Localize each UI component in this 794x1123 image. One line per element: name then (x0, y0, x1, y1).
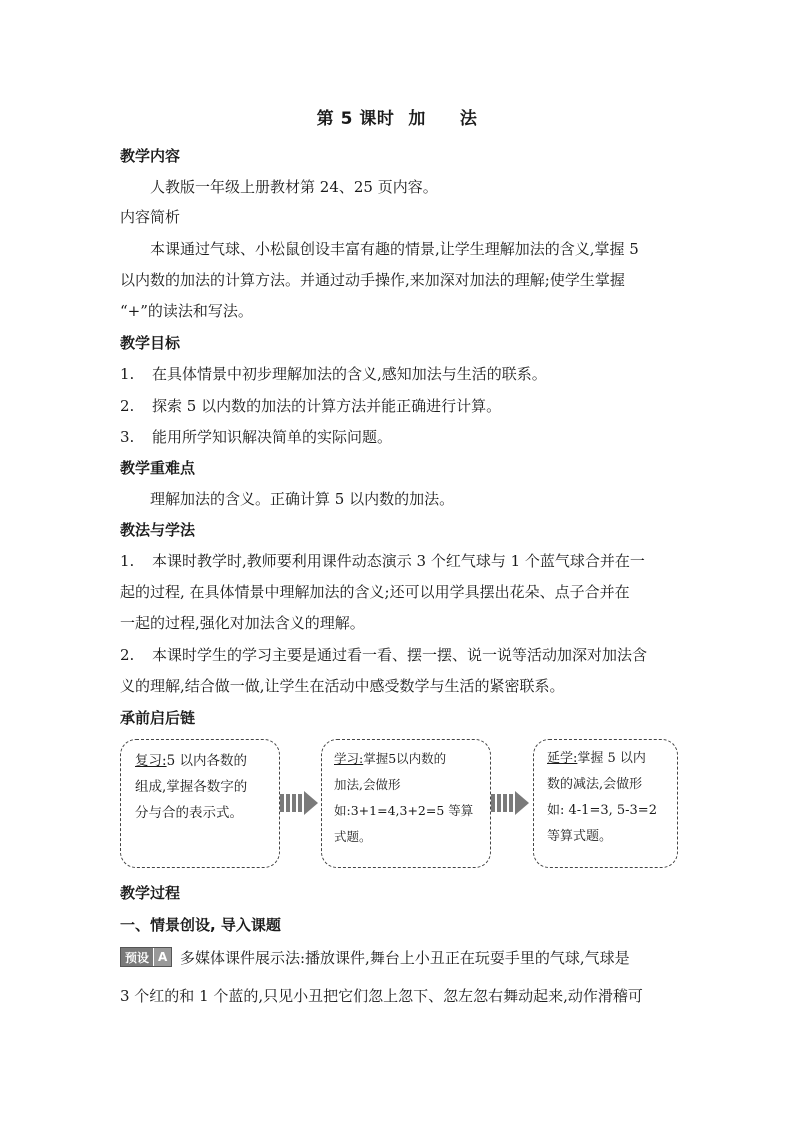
method-1-line-2: 起的过程, 在具体情景中理解加法的含义;还可以用学具摆出花朵、点子合并在 (120, 583, 630, 601)
heading-methods: 教法与学法 (120, 521, 196, 539)
heading-keypoints: 教学重难点 (120, 459, 196, 477)
keypoints-text: 理解加法的含义。正确计算 5 以内数的加法。 (150, 490, 455, 508)
title-char-1: 加 (408, 109, 426, 129)
review-label: 复习: (135, 753, 167, 769)
learn-line-1: 学习:掌握5以内数的 (334, 751, 447, 766)
process-subheading: 一、情景创设, 导入课题 (120, 916, 281, 934)
goal-3-num: 3. (120, 428, 135, 446)
heading-goals: 教学目标 (120, 334, 181, 352)
preset-badge-letter: A (153, 948, 171, 966)
process-line-2: 3 个红的和 1 个蓝的,只见小丑把它们忽上忽下、忽左忽右舞动起来,动作滑稽可 (120, 987, 643, 1005)
title-lesson: 第 5 课时 (316, 109, 395, 129)
analysis-line-1: 本课通过气球、小松鼠创设丰富有趣的情景,让学生理解加法的含义,掌握 5 (150, 240, 639, 258)
learn-line-4: 式题。 (334, 829, 372, 844)
heading-content: 教学内容 (120, 147, 181, 165)
method-1-line-3: 一起的过程,强化对加法含义的理解。 (120, 614, 365, 632)
flow-arrow-icon (491, 791, 531, 815)
goal-1-num: 1. (120, 365, 135, 383)
extend-label: 延学: (547, 751, 578, 766)
heading-link: 承前启后链 (120, 709, 196, 727)
content-text: 人教版一年级上册教材第 24、25 页内容。 (150, 178, 438, 196)
method-2-line-2: 义的理解,结合做一做,让学生在活动中感受数学与生活的紧密联系。 (120, 677, 565, 695)
goal-2-text: 探索 5 以内数的加法的计算方法并能正确进行计算。 (152, 397, 502, 415)
process-line-1: 多媒体课件展示法:播放课件,舞台上小丑正在玩耍手里的气球,气球是 (180, 949, 630, 967)
flow-box-learn (321, 739, 491, 868)
review-line-2: 组成,掌握各数字的 (135, 779, 248, 795)
learn-line-3: 如:3+1=4,3+2=5 等算 (334, 803, 474, 818)
title-char-2: 法 (459, 109, 478, 129)
flow-arrow-icon (280, 791, 320, 815)
extend-line-4: 等算式题。 (547, 829, 613, 844)
extend-line-2: 数的减法,会做形 (547, 777, 643, 792)
extend-line-3: 如: 4-1=3, 5-3=2 (547, 803, 657, 818)
goal-2-num: 2. (120, 397, 135, 415)
method-1-num: 1. (120, 552, 135, 570)
method-1-line-1: 本课时教学时,教师要利用课件动态演示 3 个红气球与 1 个蓝气球合并在一 (152, 552, 645, 570)
page-title (0, 104, 794, 129)
goal-3-text: 能用所学知识解决简单的实际问题。 (152, 428, 393, 446)
review-line-3: 分与合的表示式。 (135, 805, 243, 821)
learn-label: 学习: (334, 751, 364, 766)
extend-line-1: 延学:掌握 5 以内 (547, 751, 646, 766)
goal-1-text: 在具体情景中初步理解加法的含义,感知加法与生活的联系。 (152, 365, 547, 383)
learn-line-2: 加法,会做形 (334, 777, 401, 792)
review-line-1: 复习:5 以内各数的 (135, 753, 247, 769)
flow-box-extend (533, 739, 678, 868)
method-2-line-1: 本课时学生的学习主要是通过看一看、摆一摆、说一说等活动加深对加法含 (152, 646, 648, 664)
heading-analysis: 内容简析 (120, 208, 181, 226)
flow-box-review (120, 739, 280, 868)
preset-badge-text: 预设 (125, 950, 150, 965)
preset-badge (120, 947, 172, 967)
analysis-line-3: “+”的读法和写法。 (120, 302, 253, 320)
method-2-num: 2. (120, 646, 135, 664)
heading-process: 教学过程 (120, 884, 181, 902)
analysis-line-2: 以内数的加法的计算方法。并通过动手操作,来加深对加法的理解;使学生掌握 (120, 271, 625, 289)
